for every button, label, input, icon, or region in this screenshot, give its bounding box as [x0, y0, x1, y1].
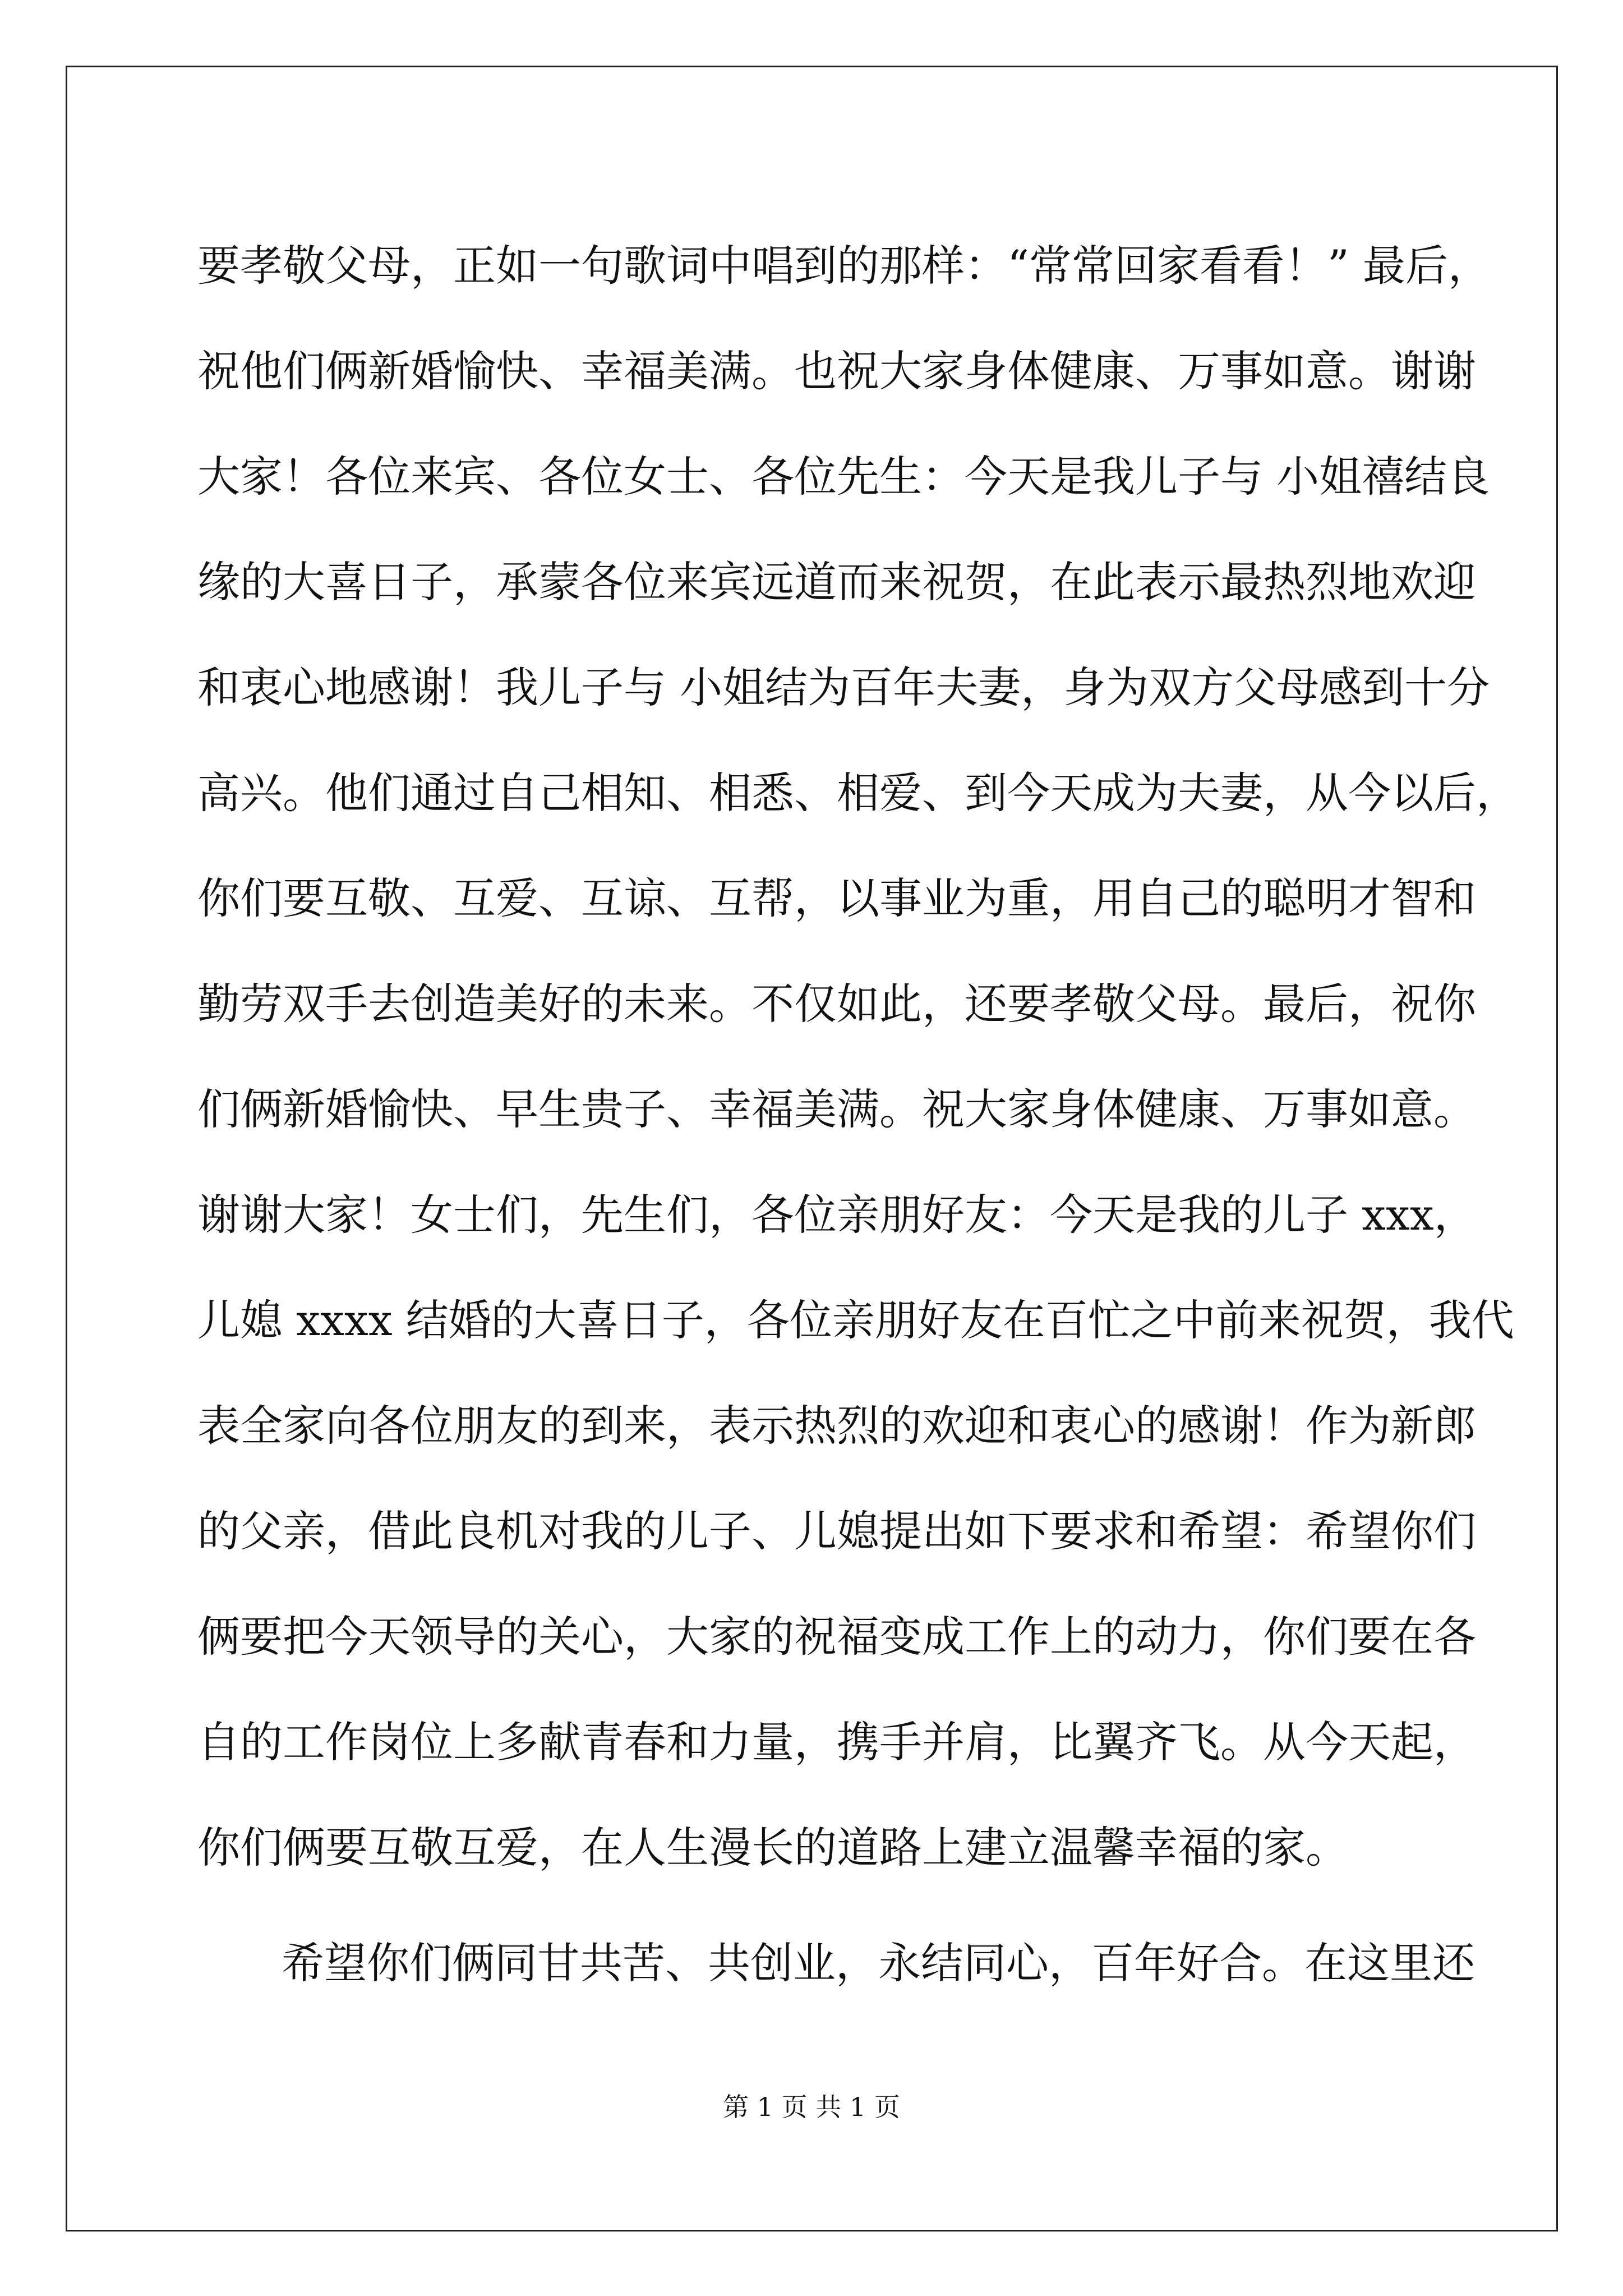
text-line: 儿媳 xxxx 结婚的大喜日子，各位亲朋好友在百忙之中前来祝贺，我代	[197, 1295, 1514, 1345]
text-line: 自的工作岗位上多献青春和力量，携手并肩，比翼齐飞。从今天起，	[197, 1717, 1476, 1767]
text-line: 谢谢大家！女士们，先生们，各位亲朋好友：今天是我的儿子 xxx，	[197, 1190, 1477, 1240]
text-line: 们俩新婚愉快、早生贵子、幸福美满。祝大家身体健康、万事如意。	[197, 1084, 1476, 1134]
text-line: 高兴。他们通过自己相知、相悉、相爱、到今天成为夫妻，从今以后，	[197, 768, 1519, 818]
page-number-footer: 第 1 页 共 1 页	[723, 2092, 900, 2122]
text-line: 你们要互敬、互爱、互谅、互帮，以事业为重，用自己的聪明才智和	[197, 873, 1476, 923]
text-line: 俩要把今天领导的关心，大家的祝福变成工作上的动力，你们要在各	[197, 1612, 1476, 1662]
text-line: 表全家向各位朋友的到来，表示热烈的欢迎和衷心的感谢！作为新郎	[197, 1401, 1476, 1451]
text-line: 大家！各位来宾、各位女士、各位先生：今天是我儿子与 小姐禧结良	[197, 452, 1490, 501]
text-line: 缘的大喜日子，承蒙各位来宾远道而来祝贺，在此表示最热烈地欢迎	[197, 557, 1476, 607]
text-line: 要孝敬父母，正如一句歌词中唱到的那样：“常常回家看看！” 最后，	[197, 241, 1491, 291]
paragraph-gap	[197, 1901, 1431, 1911]
text-line: 的父亲，借此良机对我的儿子、儿媳提出如下要求和希望：希望你们	[197, 1506, 1476, 1556]
text-line: 祝他们俩新婚愉快、幸福美满。也祝大家身体健康、万事如意。谢谢	[197, 346, 1476, 396]
text-line: 和衷心地感谢！我儿子与 小姐结为百年夫妻，身为双方父母感到十分	[197, 662, 1490, 712]
document-body	[197, 213, 1519, 2016]
text-line: 勤劳双手去创造美好的未来。不仅如此，还要孝敬父母。最后，祝你	[197, 979, 1476, 1029]
text-line: 你们俩要互敬互爱，在人生漫长的道路上建立温馨幸福的家。	[197, 1823, 1348, 1872]
text-line: 希望你们俩同甘共苦、共创业，永结同心，百年好合。在这里还	[282, 1938, 1475, 1988]
